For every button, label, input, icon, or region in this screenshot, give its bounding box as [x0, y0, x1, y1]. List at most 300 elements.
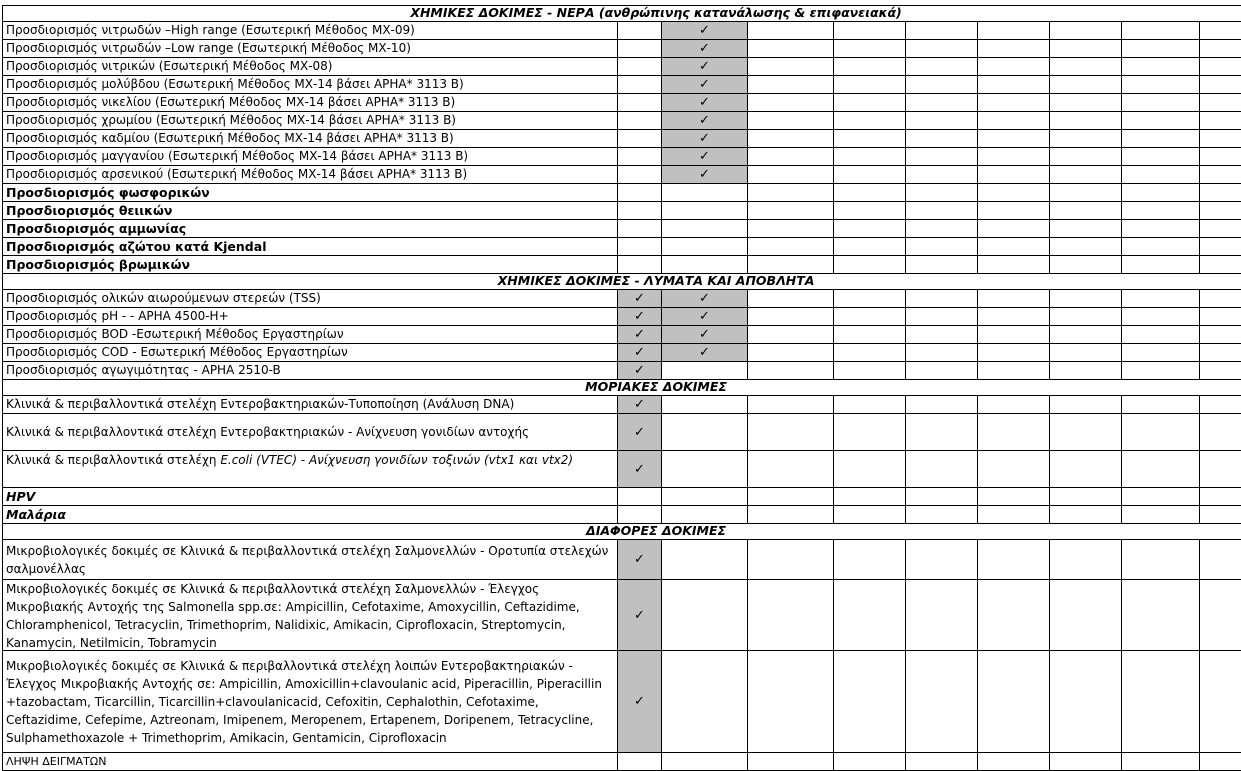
test-label: Προσδιορισμός αζώτου κατά Kjendal	[3, 238, 618, 256]
cell	[906, 22, 978, 40]
cell	[618, 148, 662, 166]
check-icon: ✓	[662, 166, 748, 184]
cell	[978, 344, 1050, 362]
cell	[1200, 451, 1241, 488]
cell	[906, 76, 978, 94]
cell	[978, 362, 1050, 380]
test-label: Μαλάρια	[3, 506, 618, 524]
test-label-text: Μικροβιολογικές δοκιμές σε Κλινικά & περιβαλλοντικά στελέχη Σαλμονελλών - Έλεγχος Μικροβιακής Αντοχής της Salmonella spp.σε: Ampicillin, Cefotaxime, Amoxycillin, Ceftazidime, Chloramphenicol, Tetracyclin, Trimethoprim, Nalidixic, Amikacin, Ciprofloxacin, Streptomycin, Kanamycin, Netilmicin, Tobramycin	[6, 580, 614, 650]
cell	[1050, 76, 1122, 94]
cell	[1122, 580, 1200, 651]
cell	[906, 290, 978, 308]
section-header-row	[3, 6, 1241, 22]
test-label: Προσδιορισμός μαγγανίου (Εσωτερική Μέθοδος ΜΧ-14 βάσει APHA* 3113 B)	[3, 148, 618, 166]
cell	[1200, 344, 1241, 362]
cell	[1200, 326, 1241, 344]
cell	[618, 753, 662, 771]
cell	[1050, 580, 1122, 651]
cell	[978, 451, 1050, 488]
cell	[1050, 148, 1122, 166]
table-row	[3, 540, 1241, 580]
cell	[1200, 540, 1241, 580]
cell	[662, 238, 748, 256]
cell	[1200, 94, 1241, 112]
cell	[748, 40, 834, 58]
cell	[1122, 130, 1200, 148]
test-label: Προσδιορισμός καδμίου (Εσωτερική Μέθοδος ΜΧ-14 βάσει APHA* 3113 B)	[3, 130, 618, 148]
check-icon: ✓	[618, 308, 662, 326]
cell	[618, 58, 662, 76]
cell	[906, 651, 978, 753]
cell	[1200, 506, 1241, 524]
check-icon: ✓	[662, 76, 748, 94]
cell	[834, 362, 906, 380]
cell	[1122, 290, 1200, 308]
cell	[1200, 40, 1241, 58]
table-row	[3, 488, 1241, 506]
table-row	[3, 651, 1241, 753]
cell	[618, 202, 662, 220]
cell	[1200, 22, 1241, 40]
cell	[906, 166, 978, 184]
cell	[978, 202, 1050, 220]
check-icon: ✓	[662, 94, 748, 112]
table-row	[3, 753, 1241, 771]
cell	[1122, 308, 1200, 326]
cell	[978, 414, 1050, 451]
cell	[1200, 651, 1241, 753]
cell	[1050, 308, 1122, 326]
test-label: Προσδιορισμός μολύβδου (Εσωτερική Μέθοδος ΜΧ-14 βάσει APHA* 3113 B)	[3, 76, 618, 94]
test-label: Προσδιορισμός νιτρικών (Εσωτερική Μέθοδος ΜΧ-08)	[3, 58, 618, 76]
test-label: Προσδιορισμός θειικών	[3, 202, 618, 220]
test-label	[3, 451, 618, 488]
cell	[748, 580, 834, 651]
cell	[906, 58, 978, 76]
cell	[834, 396, 906, 414]
table-row	[3, 220, 1241, 238]
cell	[748, 22, 834, 40]
cell	[906, 148, 978, 166]
cell	[748, 238, 834, 256]
cell	[1050, 238, 1122, 256]
cell	[978, 290, 1050, 308]
section-header-row	[3, 380, 1241, 396]
cell	[662, 220, 748, 238]
cell	[906, 362, 978, 380]
cell	[906, 506, 978, 524]
test-label: Κλινικά & περιβαλλοντικά στελέχη Εντεροβακτηριακών - Ανίχνευση γονιδίων αντοχής	[3, 414, 618, 451]
check-icon: ✓	[662, 130, 748, 148]
cell	[748, 184, 834, 202]
cell	[1050, 396, 1122, 414]
cell	[1050, 753, 1122, 771]
cell	[1200, 112, 1241, 130]
cell	[748, 112, 834, 130]
table-row	[3, 40, 1241, 58]
table-row	[3, 22, 1241, 40]
test-label: Προσδιορισμός COD - Εσωτερική Μέθοδος Εργαστηρίων	[3, 344, 618, 362]
cell	[906, 112, 978, 130]
cell	[1122, 94, 1200, 112]
test-label-italic: E.coli (VTEC) - Ανίχνευση γονιδίων τοξινών (vtx1 και vtx2)	[220, 453, 573, 467]
cell	[618, 130, 662, 148]
lab-tests-table	[2, 5, 1241, 771]
test-label-prefix: Κλινικά & περιβαλλοντικά στελέχη	[6, 453, 220, 467]
table-row	[3, 238, 1241, 256]
cell	[906, 396, 978, 414]
cell	[1050, 166, 1122, 184]
table-row	[3, 112, 1241, 130]
cell	[1050, 290, 1122, 308]
cell	[618, 256, 662, 274]
cell	[662, 506, 748, 524]
check-icon: ✓	[662, 290, 748, 308]
cell	[748, 540, 834, 580]
check-icon: ✓	[618, 540, 662, 580]
cell	[906, 753, 978, 771]
cell	[978, 112, 1050, 130]
cell	[748, 256, 834, 274]
cell	[834, 76, 906, 94]
cell	[662, 488, 748, 506]
cell	[978, 488, 1050, 506]
cell	[834, 308, 906, 326]
cell	[662, 580, 748, 651]
cell	[906, 238, 978, 256]
cell	[748, 326, 834, 344]
cell	[662, 396, 748, 414]
test-label: HPV	[3, 488, 618, 506]
cell	[978, 396, 1050, 414]
cell	[906, 130, 978, 148]
table-row	[3, 396, 1241, 414]
cell	[1200, 202, 1241, 220]
cell	[748, 414, 834, 451]
cell	[834, 580, 906, 651]
cell	[834, 488, 906, 506]
test-label: Προσδιορισμός αγωγιμότητας - APHA 2510-B	[3, 362, 618, 380]
cell	[662, 753, 748, 771]
table-row	[3, 166, 1241, 184]
section-waste-title: ΧΗΜΙΚΕΣ ΔΟΚΙΜΕΣ - ΛΥΜΑΤΑ ΚΑΙ ΑΠΟΒΛΗΤΑ	[3, 274, 1241, 290]
cell	[1122, 362, 1200, 380]
cell	[1200, 753, 1241, 771]
cell	[1122, 451, 1200, 488]
cell	[1122, 326, 1200, 344]
cell	[1200, 220, 1241, 238]
cell	[748, 344, 834, 362]
cell	[618, 166, 662, 184]
cell	[834, 184, 906, 202]
cell	[748, 488, 834, 506]
cell	[1122, 112, 1200, 130]
sampling-label: ΛΗΨΗ ΔΕΙΓΜΑΤΩΝ	[3, 753, 618, 771]
cell	[748, 451, 834, 488]
cell	[1200, 308, 1241, 326]
cell	[1200, 580, 1241, 651]
cell	[978, 22, 1050, 40]
cell	[834, 753, 906, 771]
check-icon: ✓	[618, 651, 662, 753]
cell	[748, 130, 834, 148]
table-row	[3, 451, 1241, 488]
cell	[748, 651, 834, 753]
cell	[1122, 540, 1200, 580]
section-various-title: ΔΙΑΦΟΡΕΣ ΔΟΚΙΜΕΣ	[3, 524, 1241, 540]
cell	[1050, 22, 1122, 40]
cell	[1200, 58, 1241, 76]
cell	[1200, 130, 1241, 148]
cell	[1050, 651, 1122, 753]
check-icon: ✓	[662, 112, 748, 130]
cell	[662, 651, 748, 753]
check-icon: ✓	[662, 22, 748, 40]
cell	[906, 451, 978, 488]
section-water-title: ΧΗΜΙΚΕΣ ΔΟΚΙΜΕΣ - ΝΕΡΑ (ανθρώπινης κατανάλωσης & επιφανειακά)	[3, 6, 1241, 22]
cell	[1122, 396, 1200, 414]
cell	[748, 76, 834, 94]
cell	[1050, 58, 1122, 76]
cell	[662, 184, 748, 202]
cell	[1122, 238, 1200, 256]
cell	[662, 451, 748, 488]
test-label: Προσδιορισμός pH - - APHA 4500-H+	[3, 308, 618, 326]
cell	[978, 184, 1050, 202]
table-row	[3, 202, 1241, 220]
table-row	[3, 326, 1241, 344]
cell	[748, 58, 834, 76]
cell	[618, 40, 662, 58]
cell	[978, 148, 1050, 166]
table-row	[3, 308, 1241, 326]
cell	[978, 238, 1050, 256]
cell	[978, 76, 1050, 94]
check-icon: ✓	[618, 326, 662, 344]
cell	[748, 362, 834, 380]
cell	[906, 488, 978, 506]
cell	[906, 40, 978, 58]
cell	[1050, 414, 1122, 451]
cell	[834, 651, 906, 753]
check-icon: ✓	[662, 326, 748, 344]
cell	[834, 256, 906, 274]
cell	[978, 58, 1050, 76]
test-label: Μικροβιολογικές δοκιμές σε Κλινικά & περιβαλλοντικά στελέχη λοιπών Εντεροβακτηριακών - Έλεγχος Μικροβιακής Αντοχής σε: Ampicillin, Amoxicillin+clavoulanic acid, Piperacillin, Piperacillin +tazobactam, Ticarcillin, Ticarcillin+clavoulanicacid, Cefoxitin, Cephalothin, Cefotaxime, Ceftazidime, Cefepime, Aztreonam, Imipenem, Meropenem, Ertapenem, Doripenem, Tetracycline, Sulphamethoxazole + Trimethoprim, Amikacin, Gentamicin, Ciprofloxacin	[3, 651, 618, 753]
cell	[978, 753, 1050, 771]
table-row	[3, 148, 1241, 166]
test-label: Προσδιορισμός BOD -Εσωτερική Μέθοδος Εργαστηρίων	[3, 326, 618, 344]
table-row	[3, 506, 1241, 524]
cell	[834, 414, 906, 451]
table-row	[3, 256, 1241, 274]
cell	[1122, 202, 1200, 220]
cell	[834, 22, 906, 40]
cell	[1050, 220, 1122, 238]
cell	[1122, 344, 1200, 362]
cell	[662, 414, 748, 451]
test-label: Κλινικά & περιβαλλοντικά στελέχη Εντεροβακτηριακών-Τυποποίηση (Ανάλυση DNA)	[3, 396, 618, 414]
cell	[978, 40, 1050, 58]
cell	[748, 506, 834, 524]
table-row	[3, 344, 1241, 362]
table-row	[3, 184, 1241, 202]
cell	[834, 130, 906, 148]
cell	[1122, 414, 1200, 451]
cell	[748, 166, 834, 184]
cell	[978, 506, 1050, 524]
cell	[1200, 76, 1241, 94]
cell	[1122, 488, 1200, 506]
cell	[978, 651, 1050, 753]
cell	[1200, 488, 1241, 506]
test-label: Προσδιορισμός ολικών αιωρούμενων στερεών (TSS)	[3, 290, 618, 308]
cell	[1050, 94, 1122, 112]
cell	[1200, 148, 1241, 166]
cell	[834, 238, 906, 256]
cell	[662, 362, 748, 380]
check-icon: ✓	[618, 362, 662, 380]
check-icon: ✓	[618, 580, 662, 651]
check-icon: ✓	[662, 58, 748, 76]
test-label: Προσδιορισμός νιτρωδών –Low range (Εσωτερική Μέθοδος ΜΧ-10)	[3, 40, 618, 58]
cell	[834, 58, 906, 76]
test-label: Προσδιορισμός αμμωνίας	[3, 220, 618, 238]
cell	[1122, 184, 1200, 202]
cell	[1050, 540, 1122, 580]
cell	[978, 326, 1050, 344]
cell	[618, 184, 662, 202]
check-icon: ✓	[618, 396, 662, 414]
table-row	[3, 580, 1241, 651]
cell	[834, 344, 906, 362]
cell	[978, 220, 1050, 238]
cell	[1050, 112, 1122, 130]
cell	[1200, 184, 1241, 202]
cell	[662, 540, 748, 580]
cell	[906, 220, 978, 238]
cell	[662, 256, 748, 274]
cell	[1050, 488, 1122, 506]
cell	[906, 308, 978, 326]
cell	[834, 112, 906, 130]
test-label	[3, 580, 618, 651]
table-row	[3, 290, 1241, 308]
cell	[834, 166, 906, 184]
cell	[618, 488, 662, 506]
cell	[834, 326, 906, 344]
check-icon: ✓	[662, 40, 748, 58]
cell	[978, 256, 1050, 274]
table-row	[3, 94, 1241, 112]
cell	[618, 22, 662, 40]
cell	[1050, 326, 1122, 344]
cell	[748, 396, 834, 414]
cell	[906, 256, 978, 274]
test-label: Προσδιορισμός νιτρωδών –High range (Εσωτερική Μέθοδος ΜΧ-09)	[3, 22, 618, 40]
cell	[1122, 166, 1200, 184]
table-row	[3, 130, 1241, 148]
cell	[1122, 256, 1200, 274]
cell	[834, 148, 906, 166]
test-label: Προσδιορισμός φωσφορικών	[3, 184, 618, 202]
cell	[906, 184, 978, 202]
cell	[978, 130, 1050, 148]
cell	[1122, 220, 1200, 238]
cell	[1200, 362, 1241, 380]
cell	[748, 290, 834, 308]
cell	[978, 166, 1050, 184]
cell	[1200, 414, 1241, 451]
cell	[1050, 256, 1122, 274]
cell	[1050, 506, 1122, 524]
cell	[906, 202, 978, 220]
cell	[978, 580, 1050, 651]
cell	[906, 414, 978, 451]
cell	[1050, 184, 1122, 202]
check-icon: ✓	[662, 344, 748, 362]
test-label: Προσδιορισμός αρσενικού (Εσωτερική Μέθοδος ΜΧ-14 βάσει APHA* 3113 B)	[3, 166, 618, 184]
cell	[1122, 753, 1200, 771]
cell	[978, 94, 1050, 112]
cell	[748, 202, 834, 220]
cell	[1122, 148, 1200, 166]
cell	[978, 540, 1050, 580]
test-label: Προσδιορισμός χρωμίου (Εσωτερική Μέθοδος ΜΧ-14 βάσει APHA* 3113 B)	[3, 112, 618, 130]
table-row	[3, 362, 1241, 380]
check-icon: ✓	[618, 344, 662, 362]
cell	[906, 326, 978, 344]
cell	[748, 94, 834, 112]
cell	[834, 220, 906, 238]
test-label: Προσδιορισμός βρωμικών	[3, 256, 618, 274]
cell	[1050, 344, 1122, 362]
cell	[618, 94, 662, 112]
cell	[618, 238, 662, 256]
section-header-row	[3, 274, 1241, 290]
cell	[1200, 256, 1241, 274]
cell	[1050, 362, 1122, 380]
cell	[1122, 22, 1200, 40]
cell	[906, 580, 978, 651]
table-row	[3, 58, 1241, 76]
cell	[834, 290, 906, 308]
cell	[1200, 166, 1241, 184]
cell	[618, 112, 662, 130]
cell	[618, 220, 662, 238]
cell	[748, 308, 834, 326]
check-icon: ✓	[618, 414, 662, 451]
cell	[1050, 451, 1122, 488]
cell	[906, 94, 978, 112]
cell	[618, 76, 662, 94]
cell	[1200, 396, 1241, 414]
test-label: Μικροβιολογικές δοκιμές σε Κλινικά & περιβαλλοντικά στελέχη Σαλμονελλών - Οροτυπία στελεχών σαλμονέλλας	[3, 540, 618, 580]
cell	[834, 540, 906, 580]
cell	[618, 506, 662, 524]
cell	[748, 753, 834, 771]
cell	[1122, 506, 1200, 524]
cell	[834, 94, 906, 112]
table-row	[3, 76, 1241, 94]
cell	[906, 540, 978, 580]
cell	[1122, 76, 1200, 94]
cell	[1122, 58, 1200, 76]
cell	[662, 202, 748, 220]
cell	[748, 220, 834, 238]
cell	[1200, 290, 1241, 308]
cell	[1050, 40, 1122, 58]
